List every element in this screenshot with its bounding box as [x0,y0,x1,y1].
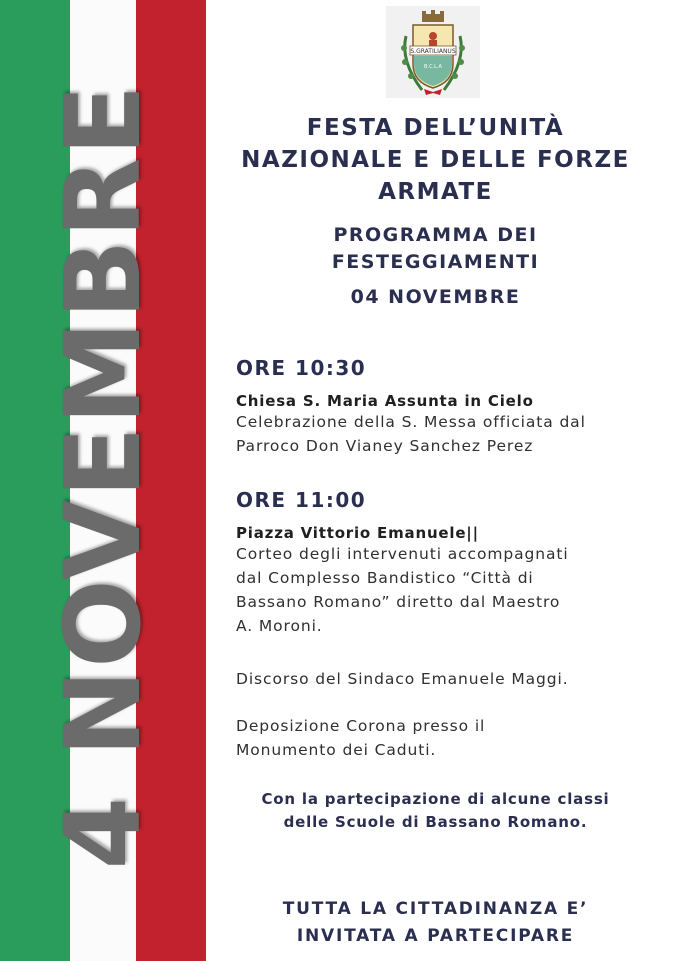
description-line: Celebrazione della S. Messa officiata dal [236,413,586,431]
description-line: A. Moroni. [236,617,323,635]
description-line: Parroco Don Vianey Sanchez Perez [236,437,534,455]
event-time: ORE 11:00 [236,488,367,512]
festa-title-line: NAZIONALE E DELLE FORZE [241,147,630,173]
programma-title [215,222,656,276]
event-time: ORE 10:30 [236,356,367,380]
wreath-line: Monumento dei Caduti. [236,741,437,759]
mayor-speech: Discorso del Sindaco Emanuele Maggi. [236,670,569,688]
municipal-crest-icon [386,6,480,98]
invitation-footer [215,896,656,950]
festa-title-line: ARMATE [378,179,493,205]
crest-motto-text: B.C.L.A [424,64,442,70]
schools-participation [215,788,656,834]
event-description [236,410,666,458]
event-block-1030 [236,356,666,458]
footer-line: INVITATA A PARTECIPARE [296,926,575,946]
event-date: 04 NOVEMBRE [350,286,521,308]
festa-title [215,112,656,208]
event-block-1100 [236,488,666,638]
programma-title-line: PROGRAMMA DEI [333,224,538,246]
participation-line: delle Scuole di Bassano Romano. [283,813,588,831]
description-line: dal Complesso Bandistico “Città di [236,569,534,587]
festa-title-line: FESTA DELL’UNITÀ [306,115,565,141]
wreath-laying [236,714,485,762]
description-line: Bassano Romano” diretto dal Maestro [236,593,561,611]
vertical-title: 4 NOVEMBRE [42,82,164,870]
event-place: Piazza Vittorio Emanuele|| [236,524,479,542]
programma-title-line: FESTEGGIAMENTI [331,251,540,273]
event-place: Chiesa S. Maria Assunta in Cielo [236,392,534,410]
event-description [236,542,666,638]
participation-line: Con la partecipazione di alcune classi [261,790,610,808]
crest-banner-text: S.GRATILIANUS [410,48,456,55]
description-line: Corteo degli intervenuti accompagnati [236,545,569,563]
footer-line: TUTTA LA CITTADINANZA E’ [282,899,589,919]
wreath-line: Deposizione Corona presso il [236,717,486,735]
